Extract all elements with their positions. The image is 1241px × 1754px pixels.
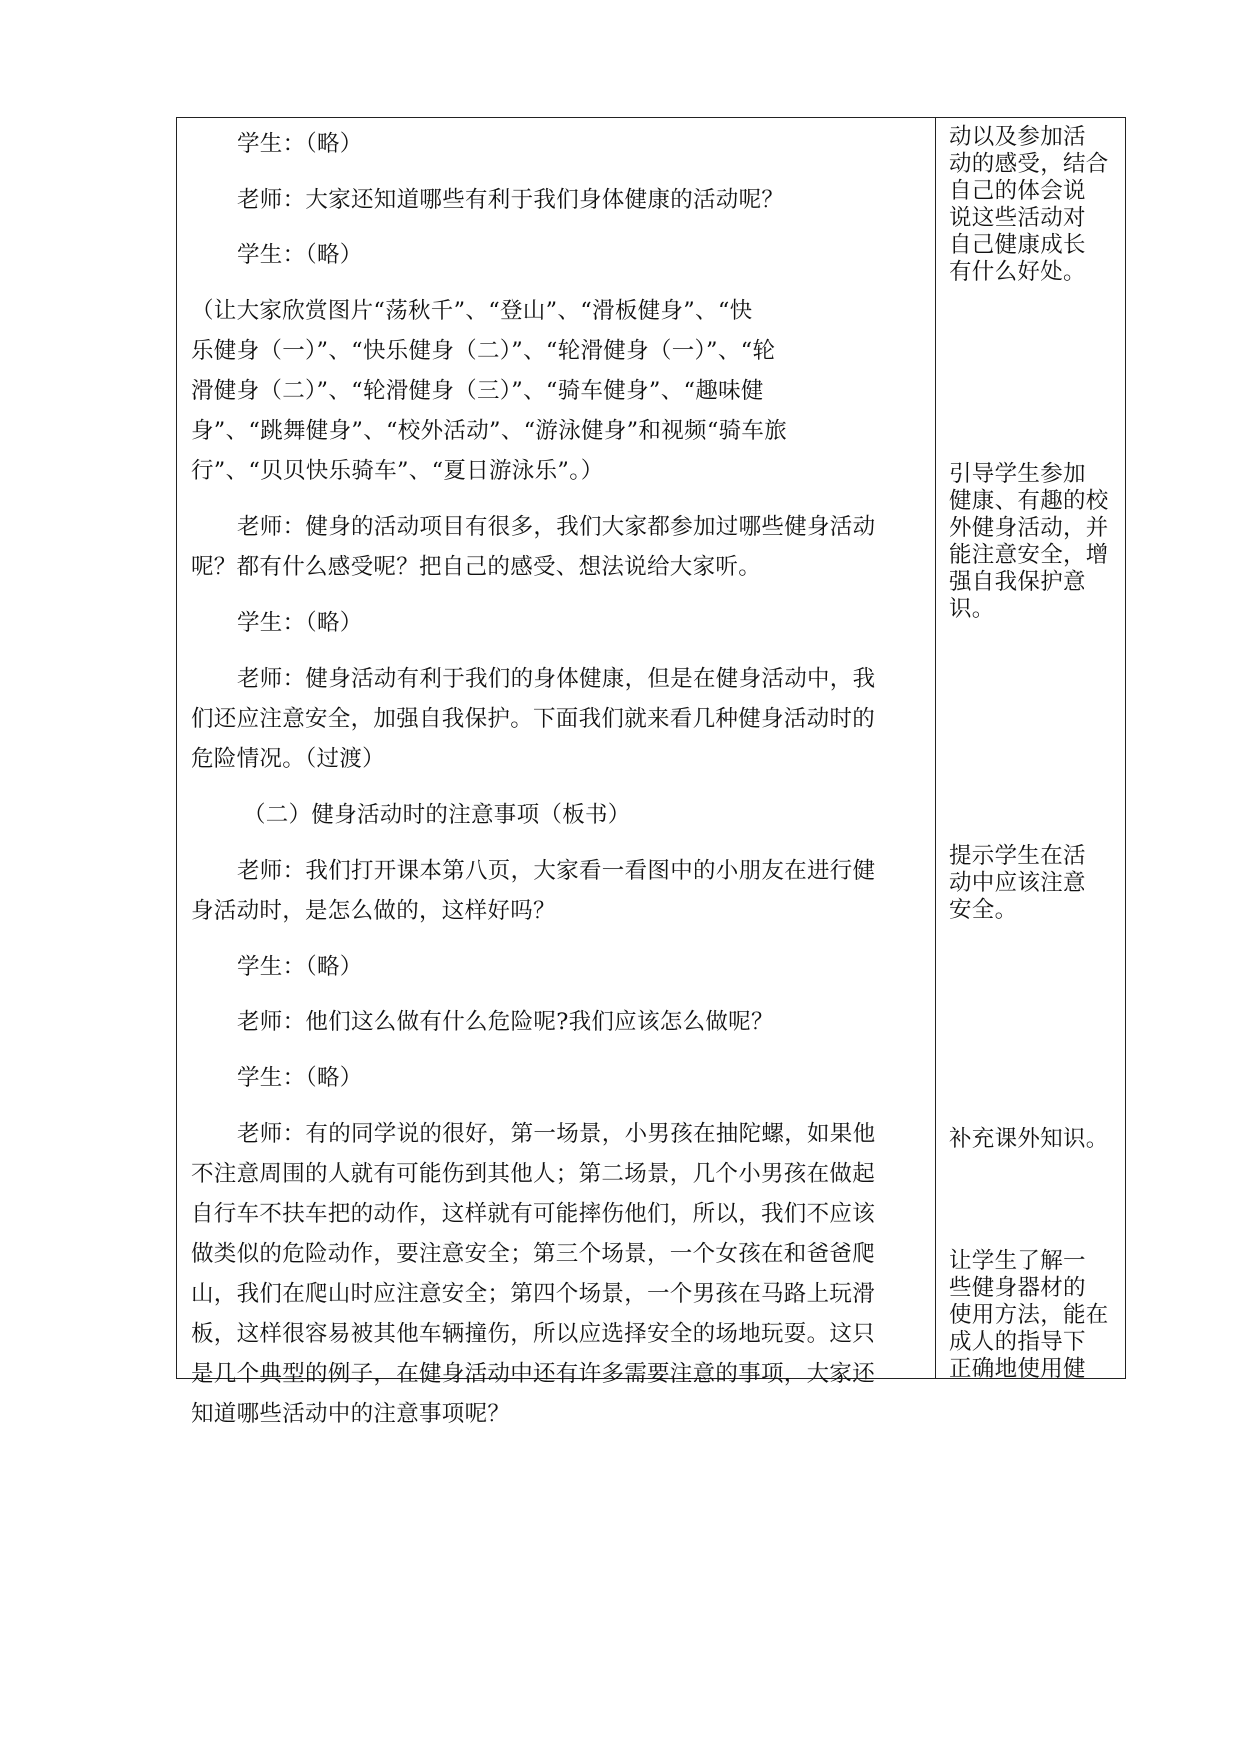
- paragraph-line: 老师：我们打开课本第八页，大家看一看图中的小朋友在进行健: [237, 858, 876, 884]
- lesson-plan-table: [176, 117, 1126, 1427]
- paragraph-line: 自行车不扶车把的动作，这样就有可能摔伤他们，所以，我们不应该: [191, 1201, 876, 1227]
- paragraph-line: 学生：（略）: [237, 131, 363, 157]
- paragraph-line: 是几个典型的例子，在健身活动中还有许多需要注意的事项，大家还: [191, 1361, 876, 1387]
- paragraph-line: 危险情况。（过渡）: [191, 746, 385, 772]
- note-line: 自己健康成长: [949, 232, 1086, 258]
- note-line: 些健身器材的: [949, 1275, 1086, 1301]
- paragraph-line: 不注意周围的人就有可能伤到其他人；第二场景，几个小男孩在做起: [191, 1161, 876, 1187]
- note-line: 自己的体会说: [949, 178, 1086, 204]
- note-line: 让学生了解一: [949, 1248, 1086, 1274]
- note-line: 说这些活动对: [949, 205, 1086, 231]
- paragraph-line: 身”、“跳舞健身”、“校外活动”、“游泳健身”和视频“骑车旅: [191, 418, 788, 444]
- paragraph-line: 学生：（略）: [237, 242, 363, 268]
- section-heading: （二）健身活动时的注意事项（板书）: [243, 802, 631, 828]
- note-line: 健康、有趣的校: [949, 488, 1109, 514]
- paragraph-line: 身活动时，是怎么做的，这样好吗？: [191, 898, 556, 924]
- note-line: 提示学生在活: [949, 843, 1086, 869]
- paragraph-line: 知道哪些活动中的注意事项呢？: [191, 1401, 511, 1427]
- column-divider: [935, 118, 936, 1378]
- design-intent-column: [949, 118, 1119, 1382]
- note-line: 能注意安全，增: [949, 542, 1109, 568]
- note-line: 补充课外知识。: [949, 1126, 1109, 1152]
- teaching-process-column: [191, 118, 927, 1427]
- note-line: 识。: [949, 596, 995, 622]
- paragraph-line: 老师：健身的活动项目有很多，我们大家都参加过哪些健身活动: [237, 514, 876, 540]
- paragraph-line: 学生：（略）: [237, 1065, 363, 1091]
- paragraph-line: 做类似的危险动作，要注意安全；第三个场景，一个女孩在和爸爸爬: [191, 1241, 876, 1267]
- note-line: 动以及参加活: [949, 124, 1086, 150]
- note-line: 引导学生参加: [949, 461, 1086, 487]
- paragraph-line: 老师：大家还知道哪些有利于我们身体健康的活动呢？: [237, 187, 785, 213]
- note-line: 有什么好处。: [949, 259, 1086, 285]
- paragraph-line: 乐健身（一）”、“快乐健身（二）”、“轮滑健身（一）”、“轮: [191, 338, 776, 364]
- paragraph-line: 滑健身（二）”、“轮滑健身（三）”、“骑车健身”、“趣味健: [191, 378, 764, 404]
- note-line: 安全。: [949, 897, 1018, 923]
- paragraph-line: 老师：他们这么做有什么危险呢?我们应该怎么做呢？: [237, 1009, 774, 1035]
- note-line: 动中应该注意: [949, 870, 1086, 896]
- note-line: 动的感受，结合: [949, 151, 1109, 177]
- note-line: 强自我保护意: [949, 569, 1086, 595]
- paragraph-line: 山，我们在爬山时应注意安全；第四个场景，一个男孩在马路上玩滑: [191, 1281, 876, 1307]
- note-line: 正确地使用健: [949, 1356, 1086, 1382]
- paragraph-line: 行”、“贝贝快乐骑车”、“夏日游泳乐”。）: [191, 458, 604, 484]
- paragraph-line: 板，这样很容易被其他车辆撞伤，所以应选择安全的场地玩耍。这只: [191, 1321, 876, 1347]
- note-line: 使用方法，能在: [949, 1302, 1109, 1328]
- paragraph-line: 学生：（略）: [237, 954, 363, 980]
- paragraph-line: 老师：有的同学说的很好，第一场景，小男孩在抽陀螺，如果他: [237, 1121, 876, 1147]
- note-line: 成人的指导下: [949, 1329, 1086, 1355]
- paragraph-line: 呢？都有什么感受呢？把自己的感受、想法说给大家听。: [191, 554, 762, 580]
- paragraph-line: 们还应注意安全，加强自我保护。下面我们就来看几种健身活动时的: [191, 706, 876, 732]
- paragraph-line: 学生：（略）: [237, 610, 363, 636]
- note-line: 外健身活动，并: [949, 515, 1109, 541]
- paragraph-line: 老师：健身活动有利于我们的身体健康，但是在健身活动中，我: [237, 666, 876, 692]
- paragraph-line: （让大家欣赏图片“荡秋千”、“登山”、“滑板健身”、“快: [191, 298, 753, 324]
